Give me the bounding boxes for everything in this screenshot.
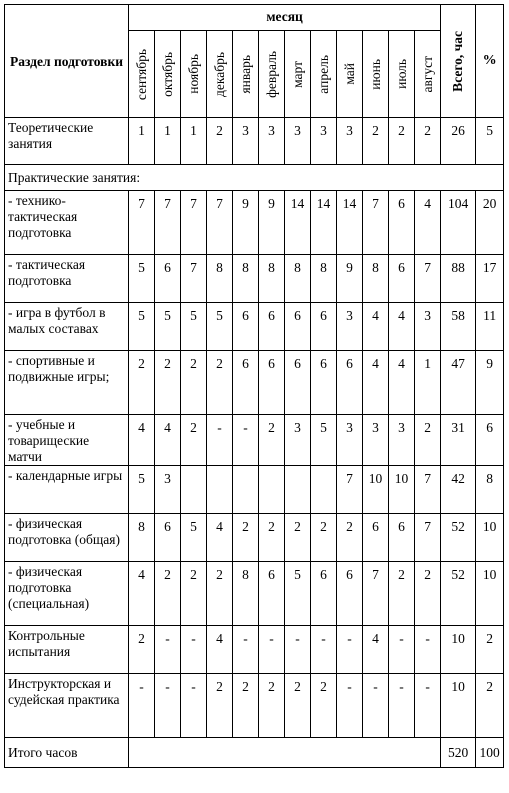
- month-value: -: [233, 415, 259, 466]
- table-row: [5, 191, 504, 255]
- month-value: 5: [207, 303, 233, 351]
- row-total: 52: [441, 562, 476, 626]
- month-value: 5: [181, 514, 207, 562]
- month-value: 8: [311, 255, 337, 303]
- row-total: 104: [441, 191, 476, 255]
- header-month-label: октябрь: [159, 51, 175, 97]
- row-total: 58: [441, 303, 476, 351]
- month-value: 2: [129, 626, 155, 674]
- month-value: -: [259, 626, 285, 674]
- header-month-label: апрель: [315, 54, 331, 94]
- month-value: 6: [311, 562, 337, 626]
- row-total: 26: [441, 118, 476, 165]
- month-value: 4: [155, 415, 181, 466]
- month-value: 6: [311, 303, 337, 351]
- month-value: 14: [337, 191, 363, 255]
- month-value: 2: [207, 118, 233, 165]
- month-value: 3: [415, 303, 441, 351]
- row-label: - физическая подготовка (общая): [5, 514, 129, 562]
- month-value: 7: [415, 514, 441, 562]
- month-value: 6: [259, 562, 285, 626]
- month-value: 2: [207, 351, 233, 415]
- month-value: 2: [181, 562, 207, 626]
- month-value: 2: [389, 562, 415, 626]
- month-value: [207, 466, 233, 514]
- month-value: 7: [181, 191, 207, 255]
- month-value: 3: [337, 415, 363, 466]
- month-value: 2: [155, 351, 181, 415]
- month-value: 6: [389, 191, 415, 255]
- header-month-9: [337, 31, 363, 118]
- month-value: 6: [233, 303, 259, 351]
- row-label: Инструкторская и судейская практика: [5, 674, 129, 738]
- row-total: 31: [441, 415, 476, 466]
- row-label: - технико-тактическая подготовка: [5, 191, 129, 255]
- row-percent: 17: [476, 255, 504, 303]
- month-value: 1: [415, 351, 441, 415]
- month-value: -: [337, 626, 363, 674]
- header-month-10: [363, 31, 389, 118]
- header-month-label: июнь: [367, 58, 383, 90]
- month-value: 8: [233, 562, 259, 626]
- month-value: 4: [415, 191, 441, 255]
- header-mesyac: месяц: [129, 5, 441, 31]
- row-label: - календарные игры: [5, 466, 129, 514]
- month-value: 10: [389, 466, 415, 514]
- month-value: 8: [129, 514, 155, 562]
- month-value: 2: [207, 674, 233, 738]
- training-plan-table-wrapper: [4, 4, 504, 768]
- row-total: 10: [441, 626, 476, 674]
- total-empty-cell: [129, 738, 441, 768]
- row-percent: 11: [476, 303, 504, 351]
- month-value: -: [311, 626, 337, 674]
- month-value: -: [155, 674, 181, 738]
- grand-total: 520: [441, 738, 476, 768]
- month-value: -: [389, 626, 415, 674]
- month-value: 7: [415, 466, 441, 514]
- header-month-label: август: [419, 55, 435, 93]
- month-value: 5: [129, 466, 155, 514]
- table-row: [5, 562, 504, 626]
- month-value: 8: [207, 255, 233, 303]
- month-value: 5: [129, 303, 155, 351]
- row-percent: 5: [476, 118, 504, 165]
- header-month-label: март: [289, 60, 305, 88]
- header-month-8: [311, 31, 337, 118]
- month-value: 7: [155, 191, 181, 255]
- month-value: 14: [311, 191, 337, 255]
- total-row: [5, 738, 504, 768]
- header-month-label: июль: [393, 59, 409, 90]
- month-value: 6: [337, 351, 363, 415]
- header-month-12: [415, 31, 441, 118]
- header-month-label: декабрь: [211, 51, 227, 97]
- header-month-2: [155, 31, 181, 118]
- month-value: 2: [181, 351, 207, 415]
- month-value: 6: [285, 303, 311, 351]
- row-total: 88: [441, 255, 476, 303]
- month-value: 9: [233, 191, 259, 255]
- month-value: 14: [285, 191, 311, 255]
- month-value: 2: [259, 514, 285, 562]
- row-percent: 9: [476, 351, 504, 415]
- month-value: 3: [363, 415, 389, 466]
- header-razdel: Раздел подготовки: [5, 5, 129, 118]
- month-value: 6: [233, 351, 259, 415]
- month-value: [285, 466, 311, 514]
- header-month-7: [285, 31, 311, 118]
- month-value: [259, 466, 285, 514]
- row-label: Теоретические занятия: [5, 118, 129, 165]
- month-value: 2: [389, 118, 415, 165]
- month-value: 5: [181, 303, 207, 351]
- month-value: 6: [155, 255, 181, 303]
- grand-percent: 100: [476, 738, 504, 768]
- month-value: 2: [415, 562, 441, 626]
- month-value: 7: [129, 191, 155, 255]
- month-value: 6: [311, 351, 337, 415]
- month-value: 4: [363, 351, 389, 415]
- training-plan-table: [4, 4, 504, 768]
- month-value: 7: [363, 191, 389, 255]
- month-value: -: [233, 626, 259, 674]
- month-value: 5: [155, 303, 181, 351]
- month-value: 7: [363, 562, 389, 626]
- month-value: -: [155, 626, 181, 674]
- header-month-label: май: [341, 63, 357, 85]
- month-value: 3: [337, 303, 363, 351]
- month-value: 9: [259, 191, 285, 255]
- month-value: 7: [181, 255, 207, 303]
- month-value: -: [389, 674, 415, 738]
- row-total: 47: [441, 351, 476, 415]
- month-value: 4: [207, 626, 233, 674]
- row-percent: 2: [476, 674, 504, 738]
- row-total: 10: [441, 674, 476, 738]
- header-month-label: февраль: [263, 50, 279, 98]
- month-value: 8: [363, 255, 389, 303]
- header-percent: %: [476, 5, 504, 118]
- month-value: 4: [389, 351, 415, 415]
- month-value: 6: [389, 514, 415, 562]
- month-value: 7: [337, 466, 363, 514]
- month-value: 5: [129, 255, 155, 303]
- month-value: 5: [311, 415, 337, 466]
- month-value: 4: [207, 514, 233, 562]
- month-value: 4: [363, 626, 389, 674]
- month-value: -: [415, 626, 441, 674]
- table-row: [5, 466, 504, 514]
- total-label: Итого часов: [5, 738, 129, 768]
- month-value: 2: [233, 514, 259, 562]
- theory-row: [5, 118, 504, 165]
- month-value: 4: [363, 303, 389, 351]
- header-month-label: сентябрь: [133, 48, 149, 100]
- month-value: -: [129, 674, 155, 738]
- month-value: 2: [259, 415, 285, 466]
- header-month-1: [129, 31, 155, 118]
- table-row: [5, 626, 504, 674]
- row-percent: 2: [476, 626, 504, 674]
- month-value: 3: [259, 118, 285, 165]
- month-value: 6: [337, 562, 363, 626]
- header-month-6: [259, 31, 285, 118]
- practical-section-row: [5, 165, 504, 191]
- month-value: 2: [233, 674, 259, 738]
- month-value: [311, 466, 337, 514]
- row-percent: 10: [476, 562, 504, 626]
- row-label: Контрольные испытания: [5, 626, 129, 674]
- month-value: 1: [129, 118, 155, 165]
- table-row: [5, 514, 504, 562]
- month-value: 3: [311, 118, 337, 165]
- month-value: 1: [155, 118, 181, 165]
- month-value: 9: [337, 255, 363, 303]
- header-month-3: [181, 31, 207, 118]
- month-value: 3: [389, 415, 415, 466]
- row-total: 52: [441, 514, 476, 562]
- month-value: 3: [285, 118, 311, 165]
- month-value: 6: [363, 514, 389, 562]
- month-value: 2: [363, 118, 389, 165]
- row-label: - физическая подготовка (специальная): [5, 562, 129, 626]
- month-value: [181, 466, 207, 514]
- month-value: 1: [181, 118, 207, 165]
- month-value: 4: [389, 303, 415, 351]
- month-value: 8: [259, 255, 285, 303]
- header-month-5: [233, 31, 259, 118]
- month-value: -: [337, 674, 363, 738]
- month-value: 2: [207, 562, 233, 626]
- header-month-4: [207, 31, 233, 118]
- row-percent: 20: [476, 191, 504, 255]
- header-month-label: январь: [237, 54, 253, 94]
- month-value: 2: [415, 118, 441, 165]
- month-value: 3: [337, 118, 363, 165]
- header-month-label: ноябрь: [185, 54, 201, 94]
- month-value: 8: [233, 255, 259, 303]
- header-vsego-text: Всего, час: [450, 30, 466, 92]
- month-value: 3: [233, 118, 259, 165]
- row-label: - тактическая подготовка: [5, 255, 129, 303]
- month-value: 2: [285, 674, 311, 738]
- month-value: -: [207, 415, 233, 466]
- month-value: 7: [207, 191, 233, 255]
- month-value: 5: [285, 562, 311, 626]
- table-row: [5, 674, 504, 738]
- month-value: 8: [285, 255, 311, 303]
- row-total: 42: [441, 466, 476, 514]
- month-value: 2: [155, 562, 181, 626]
- month-value: 2: [311, 674, 337, 738]
- month-value: 2: [129, 351, 155, 415]
- month-value: -: [181, 626, 207, 674]
- row-label: - спортивные и подвижные игры;: [5, 351, 129, 415]
- month-value: 6: [259, 351, 285, 415]
- row-percent: 8: [476, 466, 504, 514]
- row-label: - игра в футбол в малых составах: [5, 303, 129, 351]
- month-value: 2: [181, 415, 207, 466]
- month-value: 2: [337, 514, 363, 562]
- month-value: 4: [129, 562, 155, 626]
- month-value: 2: [415, 415, 441, 466]
- month-value: -: [415, 674, 441, 738]
- table-row: [5, 351, 504, 415]
- month-value: 2: [311, 514, 337, 562]
- header-month-11: [389, 31, 415, 118]
- month-value: 10: [363, 466, 389, 514]
- table-row: [5, 303, 504, 351]
- row-percent: 6: [476, 415, 504, 466]
- month-value: [233, 466, 259, 514]
- month-value: -: [363, 674, 389, 738]
- month-value: -: [285, 626, 311, 674]
- table-row: [5, 255, 504, 303]
- month-value: 2: [259, 674, 285, 738]
- row-label: - учебные и товарищеские матчи: [5, 415, 129, 466]
- month-value: 3: [285, 415, 311, 466]
- month-value: 7: [415, 255, 441, 303]
- row-percent: 10: [476, 514, 504, 562]
- table-row: [5, 415, 504, 466]
- month-value: 6: [389, 255, 415, 303]
- practical-section-label: Практические занятия:: [5, 165, 504, 191]
- header-vsego: [441, 5, 476, 118]
- month-value: 6: [259, 303, 285, 351]
- month-value: 3: [155, 466, 181, 514]
- month-value: 2: [285, 514, 311, 562]
- month-value: 4: [129, 415, 155, 466]
- month-value: 6: [285, 351, 311, 415]
- month-value: 6: [155, 514, 181, 562]
- month-value: -: [181, 674, 207, 738]
